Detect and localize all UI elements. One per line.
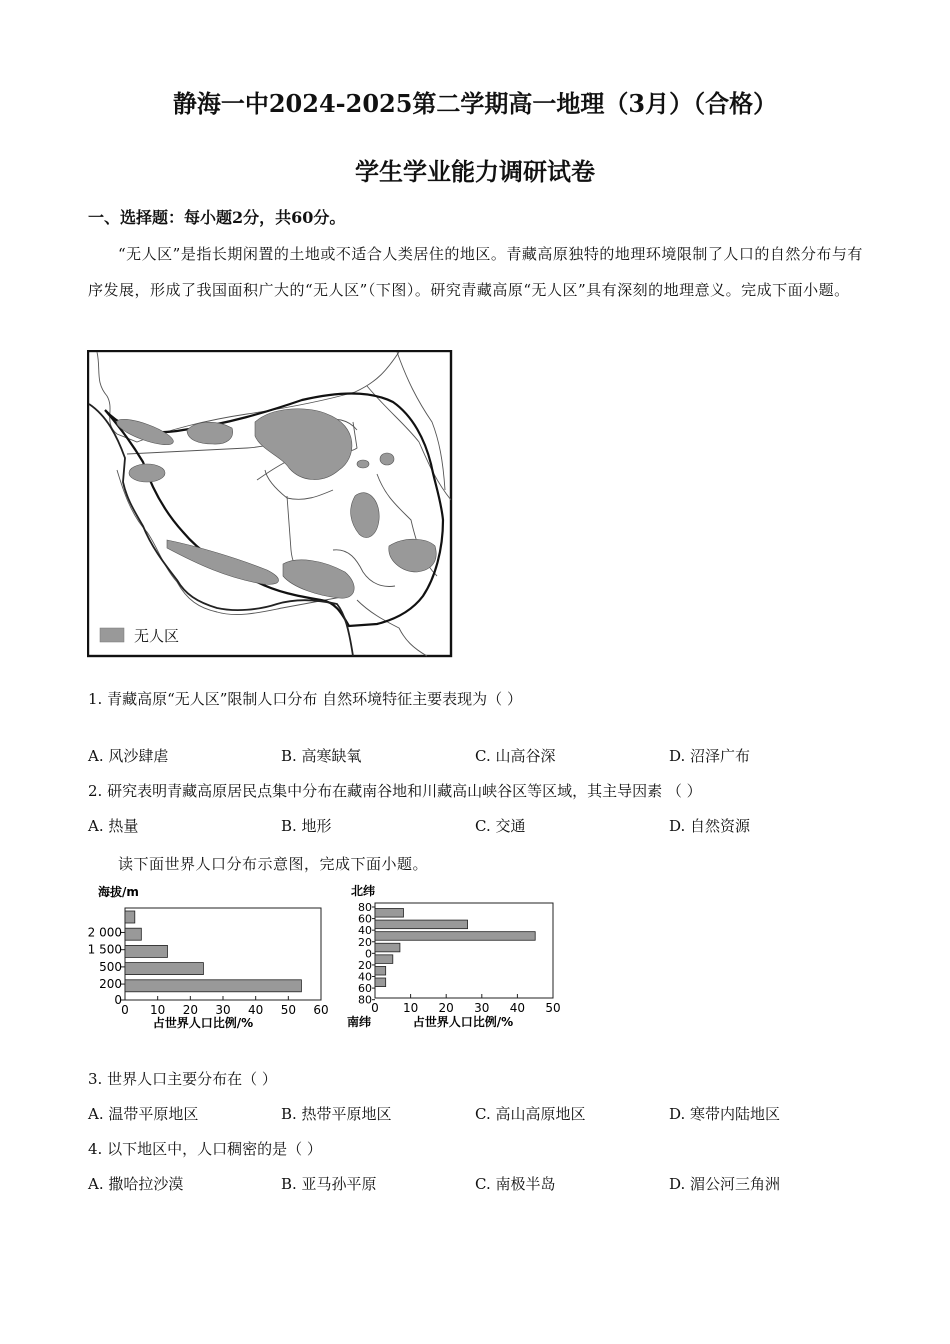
- chart1-xtick-label: 30: [215, 1003, 231, 1017]
- chart2-ytick-label: 60: [358, 912, 372, 926]
- chart2-xtick-label: 0: [371, 1001, 379, 1015]
- chart1-xtick-label: 40: [248, 1003, 264, 1017]
- chart2-xtick-label: 10: [402, 1001, 419, 1015]
- chart1-xtick-label: 0: [121, 1003, 129, 1017]
- chart1-ytick-label: 500: [99, 959, 122, 974]
- option-b[interactable]: B. 热带平原地区: [281, 1105, 392, 1123]
- chart2-ytick-label: 20: [358, 958, 372, 972]
- section-heading: 一、选择题：每小题2分，共60分。: [88, 208, 346, 227]
- chart1-xtick-label: 50: [280, 1003, 296, 1017]
- chart2-bar: [375, 966, 386, 975]
- chart1-xtick-label: 60: [313, 1003, 329, 1017]
- chart1-bar: [125, 980, 301, 992]
- chart1-ytick-label: 0: [114, 993, 122, 1007]
- chart1-ytick-label: 1 500: [88, 942, 122, 957]
- plateau-map: [87, 350, 453, 658]
- latitude-population-chart: [345, 882, 565, 1032]
- chart1-bar: [125, 928, 141, 940]
- option-b[interactable]: B. 高寒缺氧: [281, 747, 362, 765]
- chart2-bar: [375, 978, 386, 987]
- chart2-xtick-label: 50: [545, 1001, 561, 1015]
- chart2-ytick-label: 80: [358, 993, 372, 1007]
- chart2-bar: [375, 932, 535, 941]
- chart2-ylabel-bottom: 南纬: [347, 1015, 372, 1029]
- question-1-options: [88, 745, 868, 767]
- chart1-bar: [125, 911, 135, 923]
- chart1-ylabel: 海拔/m: [98, 885, 139, 899]
- chart2-ytick-label: 40: [358, 924, 372, 938]
- chart1-xtick-label: 10: [150, 1003, 166, 1017]
- chart2-xtick-label: 20: [438, 1001, 454, 1015]
- option-d[interactable]: D. 自然资源: [669, 817, 751, 835]
- chart2-ytick-label: 0: [365, 947, 372, 961]
- chart1-bar: [125, 963, 203, 975]
- page-title: 静海一中2024-2025第二学期高一地理（3月）（合格）: [172, 89, 778, 118]
- chart1-xtick-label: 20: [182, 1003, 198, 1017]
- page-subtitle: 学生学业能力调研试卷: [355, 157, 595, 186]
- question-2: 2. 研究表明青藏高原居民点集中分布在藏南谷地和川藏高山峡谷区等区域，其主导因素 （ ）: [88, 782, 702, 800]
- chart1-bar: [125, 945, 167, 957]
- option-c[interactable]: C. 南极半岛: [475, 1175, 556, 1193]
- chart2-bar: [375, 943, 400, 952]
- chart2-ytick-label: 80: [358, 901, 372, 914]
- option-a[interactable]: A. 温带平原地区: [88, 1105, 199, 1123]
- option-b[interactable]: B. 亚马孙平原: [281, 1175, 377, 1193]
- chart1-ytick-label: 2 000: [88, 925, 122, 940]
- option-b[interactable]: B. 地形: [281, 817, 332, 835]
- question-3: 3. 世界人口主要分布在（ ）: [88, 1070, 277, 1088]
- chart2-bar: [375, 920, 468, 929]
- question-4: 4. 以下地区中，人口稠密的是（ ）: [88, 1140, 322, 1158]
- chart2-bar: [375, 909, 403, 918]
- chart2-ytick-label: 40: [358, 970, 372, 984]
- option-d[interactable]: D. 湄公河三角洲: [669, 1175, 781, 1193]
- chart2-xlabel: 占世界人口比例/%: [412, 1015, 514, 1029]
- option-d[interactable]: D. 寒带内陆地区: [669, 1105, 781, 1123]
- chart1-ytick-label: 200: [99, 977, 122, 992]
- chart2-ytick-label: 20: [358, 935, 372, 949]
- question-3-options: [88, 1103, 868, 1125]
- option-c[interactable]: C. 交通: [475, 817, 526, 835]
- option-a[interactable]: A. 热量: [88, 817, 139, 835]
- question-1: 1. 青藏高原“无人区”限制人口分布 自然环境特征主要表现为（ ）: [88, 690, 522, 708]
- question-2-options: [88, 815, 868, 837]
- option-c[interactable]: C. 高山高原地区: [475, 1105, 586, 1123]
- question-4-options: [88, 1173, 868, 1195]
- chart2-bar: [375, 955, 393, 964]
- option-d[interactable]: D. 沼泽广布: [669, 747, 751, 765]
- passage-1: “无人区”是指长期闲置的土地或不适合人类居住的地区。青藏高原独特的地理环境限制了人口的自然分布与有序发展，形成了我国面积广大的“无人区”（下图）。研究青藏高原“无人区”具有深刻的地理意义。完成下面小题。: [88, 245, 863, 299]
- legend-label: 无人区: [134, 627, 180, 645]
- chart1-xlabel: 占世界人口比例/%: [152, 1016, 254, 1030]
- chart2-ytick-label: 60: [358, 982, 372, 996]
- chart2-ylabel-top: 北纬: [351, 884, 376, 898]
- altitude-population-chart: [88, 882, 333, 1032]
- option-c[interactable]: C. 山高谷深: [475, 747, 556, 765]
- legend-swatch: [100, 628, 124, 642]
- chart2-xtick-label: 40: [509, 1001, 526, 1015]
- passage-2: 读下面世界人口分布示意图，完成下面小题。: [118, 855, 429, 873]
- option-a[interactable]: A. 撒哈拉沙漠: [88, 1175, 184, 1193]
- chart2-xtick-label: 30: [474, 1001, 490, 1015]
- option-a[interactable]: A. 风沙肆虐: [88, 747, 169, 765]
